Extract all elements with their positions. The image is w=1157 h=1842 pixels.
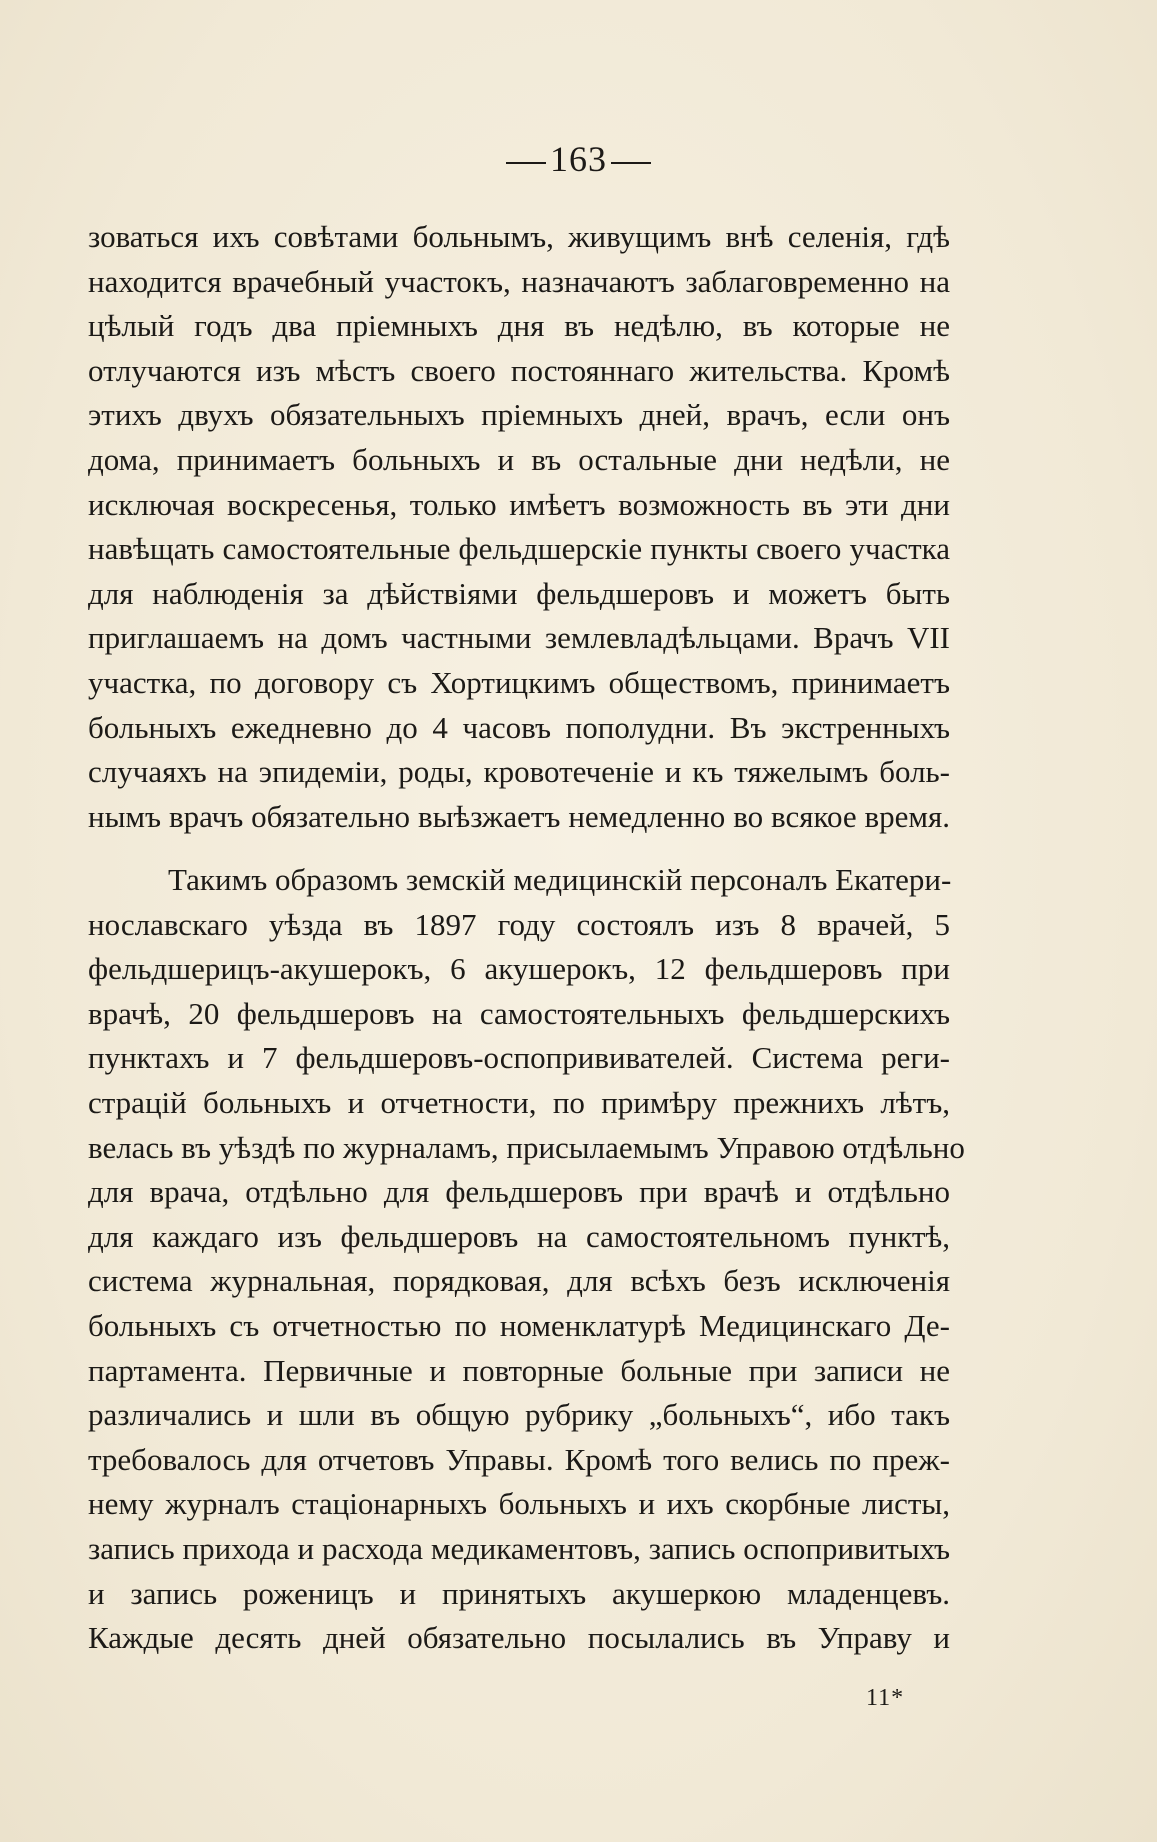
text-line: партамента. Первичные и повторные больные при записи не (88, 1352, 950, 1388)
text-line: запись прихода и расхода медикаментовъ, запись оспопривитыхъ (88, 1530, 950, 1566)
text-line: Каждые десять дней обязательно посылались въ Управу и (88, 1620, 950, 1656)
text-line: врачѣ, 20 фельдшеровъ на самостоятельныхъ фельдшерскихъ (88, 995, 950, 1031)
paragraph-1 (88, 215, 950, 839)
text-line: Такимъ образомъ земскій медицинскій персоналъ Екатери- (168, 862, 952, 897)
text-line: пунктахъ и 7 фельдшеровъ-оспопрививателей. Система реги- (88, 1040, 950, 1076)
page-number-dash-left (506, 162, 546, 164)
page-number-dash-right (611, 162, 651, 164)
paragraph-2 (88, 858, 965, 1661)
text-line: цѣлый годъ два пріемныхъ дня въ недѣлю, въ которые не (88, 308, 950, 344)
text-line: дома, принимаетъ больныхъ и въ остальные дни недѣли, не (88, 441, 950, 477)
text-line: больныхъ ежедневно до 4 часовъ пополудни. Въ экстренныхъ (88, 709, 950, 745)
text-line: различались и шли въ общую рубрику „больныхъ“, ибо такъ (88, 1397, 950, 1433)
text-line: для наблюденія за дѣйствіями фельдшеровъ и можетъ быть (88, 575, 950, 611)
page-number (0, 137, 1157, 181)
text-line: нымъ врачъ обязательно выѣзжаетъ немедленно во всякое время. (88, 798, 950, 834)
text-line: зоваться ихъ совѣтами больнымъ, живущимъ внѣ селенія, гдѣ (88, 219, 950, 254)
text-line: фельдшерицъ-акушерокъ, 6 акушерокъ, 12 фельдшеровъ при (88, 951, 950, 987)
text-line: нему журналъ стаціонарныхъ больныхъ и ихъ скорбные листы, (88, 1486, 950, 1522)
text-line: случаяхъ на эпидеміи, роды, кровотеченіе и къ тяжелымъ боль- (88, 754, 950, 790)
text-line: отлучаются изъ мѣстъ своего постояннаго жительства. Кромѣ (88, 352, 950, 388)
text-line: нославскаго уѣзда въ 1897 году состоялъ изъ 8 врачей, 5 (88, 906, 950, 942)
text-line: система журнальная, порядковая, для всѣхъ безъ исключенія (88, 1263, 950, 1299)
text-line: находится врачебный участокъ, назначаютъ заблаговременно на (88, 263, 950, 299)
text-line: этихъ двухъ обязательныхъ пріемныхъ дней, врачъ, если онъ (88, 397, 950, 433)
text-line: страцій больныхъ и отчетности, по примѣру прежнихъ лѣтъ, (88, 1084, 950, 1120)
signature-mark: 11* (866, 1685, 905, 1711)
text-line: требовалось для отчетовъ Управы. Кромѣ того велись по преж- (88, 1441, 950, 1477)
text-line: для каждаго изъ фельдшеровъ на самостоятельномъ пунктѣ, (88, 1218, 950, 1254)
text-line: участка, по договору съ Хортицкимъ обществомъ, принимаетъ (88, 664, 950, 700)
text-line: и запись роженицъ и принятыхъ акушеркою младенцевъ. (88, 1575, 950, 1611)
text-line: больныхъ съ отчетностью по номенклатурѣ Медицинскаго Де- (88, 1307, 950, 1343)
text-line: для врача, отдѣльно для фельдшеровъ при врачѣ и отдѣльно (88, 1174, 950, 1210)
text-line: исключая воскресенья, только имѣетъ возможность въ эти дни (88, 486, 950, 522)
text-line: навѣщать самостоятельные фельдшерскіе пункты своего участка (88, 531, 950, 567)
page-number-value: 163 (550, 139, 607, 179)
text-line: приглашаемъ на домъ частными землевладѣльцами. Врачъ VII (88, 620, 950, 656)
text-line: велась въ уѣздѣ по журналамъ, присылаемымъ Управою отдѣльно (88, 1129, 965, 1165)
